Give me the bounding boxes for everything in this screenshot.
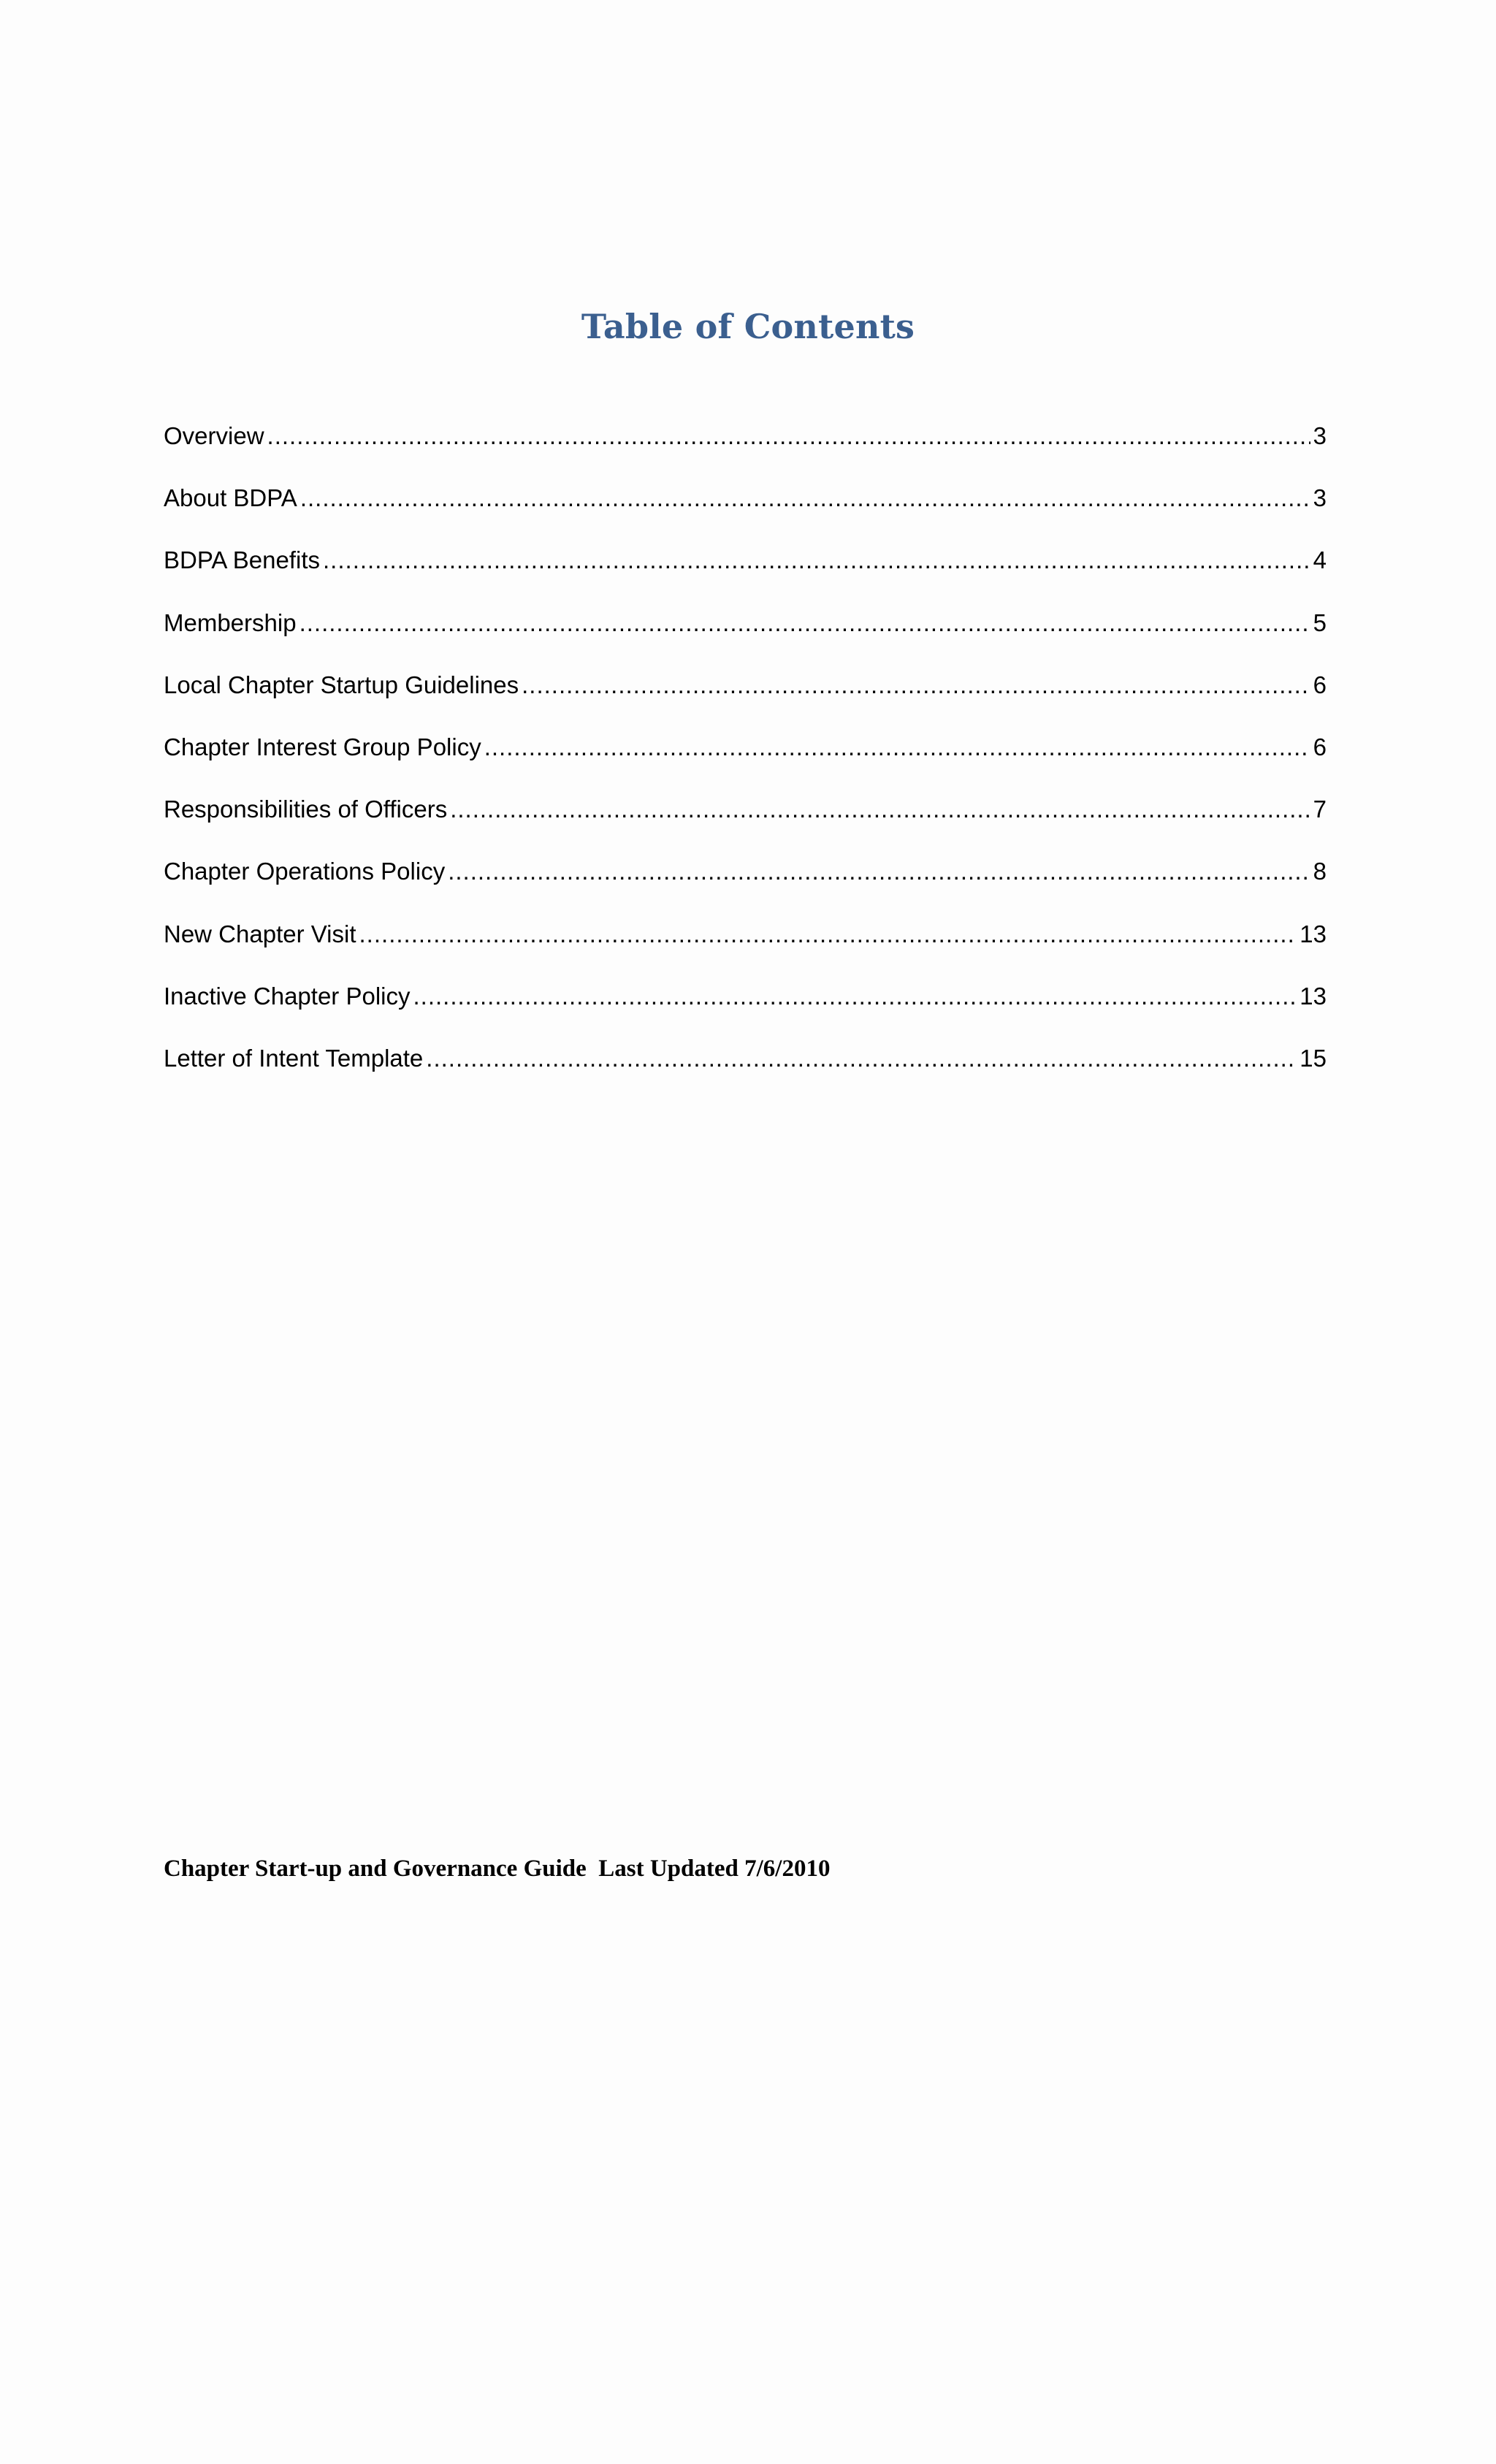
- dot-leader: [484, 728, 1310, 767]
- dot-leader: [323, 541, 1310, 580]
- dot-leader: [426, 1039, 1297, 1078]
- toc-entry-label: New Chapter Visit: [164, 920, 356, 947]
- toc-entry-page: 4: [1313, 546, 1327, 574]
- dot-leader: [413, 977, 1297, 1016]
- toc-entry-page: 6: [1313, 671, 1327, 698]
- toc-entry-page: 6: [1313, 733, 1327, 760]
- toc-entry-label: BDPA Benefits: [164, 546, 321, 574]
- page-footer: Chapter Start-up and Governance Guide Last Updated 7/6/2010: [164, 1855, 831, 1882]
- dot-leader: [267, 416, 1310, 456]
- toc-entry-page: 3: [1313, 422, 1327, 449]
- toc-entry-letter-of-intent[interactable]: [164, 1039, 1327, 1101]
- table-of-contents: [164, 416, 1327, 1101]
- toc-entry-bdpa-benefits[interactable]: [164, 541, 1327, 603]
- toc-entry-label: Responsibilities of Officers: [164, 796, 448, 823]
- toc-entry-page: 8: [1313, 858, 1327, 885]
- toc-entry-label: Membership: [164, 609, 297, 636]
- toc-entry-new-chapter-visit[interactable]: [164, 915, 1327, 977]
- dot-leader: [359, 915, 1297, 954]
- toc-entry-overview[interactable]: [164, 416, 1327, 478]
- toc-entry-membership[interactable]: [164, 603, 1327, 665]
- toc-entry-page: 13: [1300, 920, 1327, 947]
- dot-leader: [450, 790, 1310, 829]
- toc-entry-local-chapter-startup[interactable]: [164, 665, 1327, 728]
- toc-entry-responsibilities-of-officers[interactable]: [164, 790, 1327, 852]
- toc-entry-label: Inactive Chapter Policy: [164, 982, 411, 1010]
- toc-entry-label: Letter of Intent Template: [164, 1044, 424, 1072]
- toc-entry-label: About BDPA: [164, 484, 297, 512]
- toc-entry-label: Chapter Operations Policy: [164, 858, 446, 885]
- dot-leader: [522, 665, 1310, 705]
- dot-leader: [299, 603, 1310, 643]
- toc-entry-label: Local Chapter Startup Guidelines: [164, 671, 519, 698]
- dot-leader: [300, 478, 1310, 518]
- toc-entry-page: 7: [1313, 796, 1327, 823]
- toc-entry-page: 13: [1300, 982, 1327, 1010]
- toc-entry-inactive-chapter[interactable]: [164, 977, 1327, 1039]
- toc-entry-about-bdpa[interactable]: [164, 478, 1327, 541]
- toc-entry-chapter-interest-group[interactable]: [164, 728, 1327, 790]
- toc-entry-page: 15: [1300, 1044, 1327, 1072]
- toc-entry-label: Chapter Interest Group Policy: [164, 733, 481, 760]
- toc-entry-label: Overview: [164, 422, 264, 449]
- dot-leader: [448, 852, 1310, 891]
- page-title: Table of Contents: [581, 307, 915, 346]
- toc-entry-page: 3: [1313, 484, 1327, 512]
- toc-entry-page: 5: [1313, 609, 1327, 636]
- toc-entry-chapter-operations[interactable]: [164, 852, 1327, 914]
